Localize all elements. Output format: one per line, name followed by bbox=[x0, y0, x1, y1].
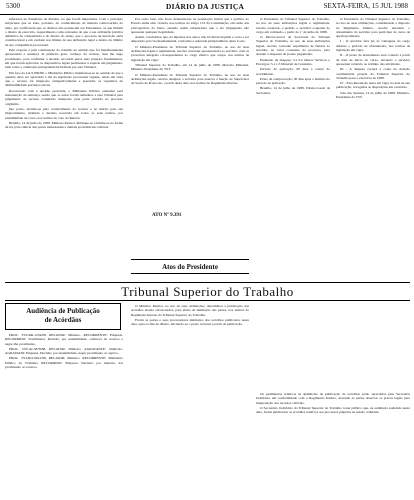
page-header bbox=[0, 0, 414, 15]
page-number: 5300 bbox=[6, 2, 20, 10]
court-band bbox=[5, 282, 410, 301]
paragraph: Ficam as partes e seus procuradores intimados dos acórdãos publicados nesta data, para os fins de direito, iniciando-se o prazo recursal a partir da publicação. bbox=[131, 317, 249, 327]
paragraph: Brasília, 14 de julho de 1988. Ministro Relator. Publique-se e intime-se na forma da lei, para ciência das partes interessadas e demais providências cabíveis. bbox=[5, 120, 123, 130]
column-4 bbox=[336, 17, 410, 407]
paragraph: O Presidente do Tribunal Superior do Trabalho, no uso de suas atribuições legais e regimentais, resolve exonerar, a pedido, o servidor ocupante do cargo em comissão, a partir de 1º de julho de 1988. bbox=[256, 17, 330, 34]
paragraph: IV - Esta Resolução entra em vigor na data de sua publicação, revogadas as disposições em contrário. bbox=[336, 81, 410, 90]
bottom-column-1 bbox=[5, 333, 123, 498]
paragraph: Sala das Sessões, 14 de julho de 1988. Ministro-Presidente do TST. bbox=[336, 90, 410, 100]
paragraph: Brasília, 14 de julho de 1988. Diretor-Geral da Secretaria. bbox=[256, 86, 330, 95]
paragraph: Por outro lado, não ficou demonstrado na postulação inicial que a política do Estado tenha sido violada, nos termos do artigo 153 da Constituição, em razão das prerrogativas do Juízo, estando assim evidenciado que o ato impugnado não apresenta qualquer ilegalidade. bbox=[131, 17, 249, 34]
paragraph: O Secretário Judiciário do Tribunal Superior do Trabalho torna público que, na audiência realizada nesta data, foram publicados os acórdãos relativos aos processos julgados na sessão ordinária. bbox=[256, 405, 410, 415]
paragraph: Recorrendo com a decisão proferida, o Ministério Público entendeu pela manutenção da sentença, sendo que os autos foram remetidos a este Tribunal para julgamento do recurso voluntário interposto pela parte vencida no processo originário. bbox=[5, 88, 123, 106]
paragraph: Em face da Lei 6.830/80, o Ministério Público manifestou-se no sentido de que a questão deve ser apreciada à luz da legislação processual vigente, tendo em vista que o recurso foi interposto tempestivamente e preenche os requisitos de admissibilidade previstos em lei. bbox=[5, 70, 123, 88]
publication-title: DIÁRIO DA JUSTIÇA bbox=[166, 2, 245, 11]
bottom-column-2 bbox=[131, 304, 249, 469]
paragraph: PROC. TST-RR-1234/88, RELATOR: Ministro. RECORRENTE: Empresa. RECORRIDO: Trabalhador. Decisão: por unanimidade, conhecer do recurso e negar-lhe provimento. bbox=[5, 333, 123, 346]
paragraph: PROC. TST-AI-5678/88, RELATOR: Ministro. AGRAVANTE: Sindicato. AGRAVADO: Empresa. Decisão: por unanimidade, negar provimento ao agravo. bbox=[5, 346, 123, 356]
paragraph: Pelo exposto e pela continuação do trabalho no sentido que foi manifestamente apresentada a sentença de primeiro grau, conheço do recurso, mas lhe nego provimento, para confirmar a decisão recorrida pelos seus próprios fundamentos, em que foram aplicados os dispositivos legais pertinentes à espécie em julgamento, bem como a orientação jurisprudencial firmada por este Tribunal. bbox=[5, 48, 123, 70]
column-3 bbox=[256, 17, 330, 407]
paragraph: Prazo de comprovação: 30 dias após o término do período de aplicação. bbox=[256, 76, 330, 86]
paragraph: O Ministro-Presidente do Tribunal Superior do Trabalho, no uso de suas atribuições legais, resolve designar o servidor para exercer a função de Supervisor da Seção de Protocolo, a partir desta data, nos termos do Regimento Interno. bbox=[131, 72, 249, 86]
paragraph: II - O prazo de afastamento será contado a partir da data de início do curso, devendo o servidor apresentar relatório ao término das atividades. bbox=[336, 53, 410, 66]
court-title: Tribunal Superior do Trabalho bbox=[121, 283, 294, 299]
paragraph: Os pedimentos relativos às audiências de publicação de acórdãos serão apreciados pela Secretaria Judiciária, em conformidade com o Regimento Interno, devendo as partes observar os prazos legais para interposição dos recursos cabíveis. bbox=[256, 392, 410, 405]
paragraph: O Presidente do Tribunal Superior do Trabalho, no uso de suas atribuições, considerando o disposto no Regimento Interno, resolve autorizar o afastamento do servidor para participar de curso de aperfeiçoamento. bbox=[336, 17, 410, 39]
hearing-box-line-1: Audiência de Publicação bbox=[26, 307, 100, 315]
hearing-box bbox=[5, 303, 121, 330]
section-title: Atos do Presidente bbox=[162, 262, 218, 271]
paragraph: Assim, concluímos que, na hipótese dos autos, não há direito líquido e certo a ser amparado pela via mandamental, conforme a reiterada jurisprudência desta Corte. bbox=[131, 35, 249, 44]
act-number-1: ATO Nº 9.391 bbox=[152, 213, 182, 218]
column-1 bbox=[5, 17, 123, 290]
paragraph: Período de aplicação: 90 dias a contar do recebimento. bbox=[256, 67, 330, 76]
issue-date: SEXTA-FEIRA, 15 JUL 1988 bbox=[323, 2, 408, 10]
paragraph: Elemento de despesa: 3.1.3.2 Outros Serviços e Encargos; 3.1.1.3 Material de Consumo. bbox=[256, 57, 330, 66]
paragraph: III - A despesa correrá à conta da dotação orçamentária própria do Tribunal Superior do Trabalho para o exercício de 1988. bbox=[336, 67, 410, 80]
paragraph: O Diretor-Geral da Secretaria do Tribunal Superior do Trabalho, no uso de suas atribuições legais, resolve conceder suprimento de fundos ao servidor, no valor constante do processo, para atender a despesas de pronto pagamento. bbox=[256, 35, 330, 57]
paragraph: Isto posto, decidiu-se pelo conhecimento do recurso e no mérito pelo seu improvimento, mantida a decisão recorrida em todos os seus termos, por unanimidade de votos, nos termos do voto do Relator. bbox=[5, 106, 123, 120]
paragraph: PROC. TST-RO-9012/88, RELATOR: Ministro. RECORRENTE: Ministério Público do Trabalho. RECORRIDO: Empresa. Decisão: por maioria, dar provimento ao recurso. bbox=[5, 356, 123, 370]
paragraph: O Ministro Relator, no uso de suas atribuições, determinou a publicação dos acórdãos abaixo relacionados, para efeito de intimação das partes, nos termos do Regimento Interno do Tribunal Superior do Trabalho. bbox=[131, 304, 249, 317]
section-heading bbox=[131, 259, 249, 274]
bottom-column-3 bbox=[256, 392, 410, 497]
paragraph: inferiores no Estadiário da Paraíba, no que foram impetradas. Com o princípio subjacente que se trate, portanto, do conhecimento da matéria controvertida do tema, por verificarem que os direitos não pertencem aos Estudantes, os que tinham o direito de exercício, requerimento como referente de que a sua atribuição jurídica definitiva da competência e do direito do aluno, que o processo de inscrição seria constitucional e em verdade nos limites da sua atribuição legal e dentro do âmbito de sua competência processual. bbox=[5, 17, 123, 47]
column-2 bbox=[131, 17, 249, 267]
paragraph: I - O servidor fará jus às vantagens do cargo durante o período de afastamento, nos termos da legislação em vigor. bbox=[336, 39, 410, 53]
hearing-box-line-2: de Acórdãos bbox=[44, 316, 82, 324]
paragraph: Tribunal Superior do Trabalho, em 14 de julho de 1988. Marcelo Pimentel, Ministro-Presidente do TST. bbox=[131, 62, 249, 72]
paragraph: O Ministro-Presidente do Tribunal Superior do Trabalho, no uso de suas atribuições legais e regimentais, resolve conceder aposentadoria ao servidor, com os proventos integrais correspondentes ao cargo efetivo que ocupa, nos termos da legislação em vigor. bbox=[131, 44, 249, 62]
